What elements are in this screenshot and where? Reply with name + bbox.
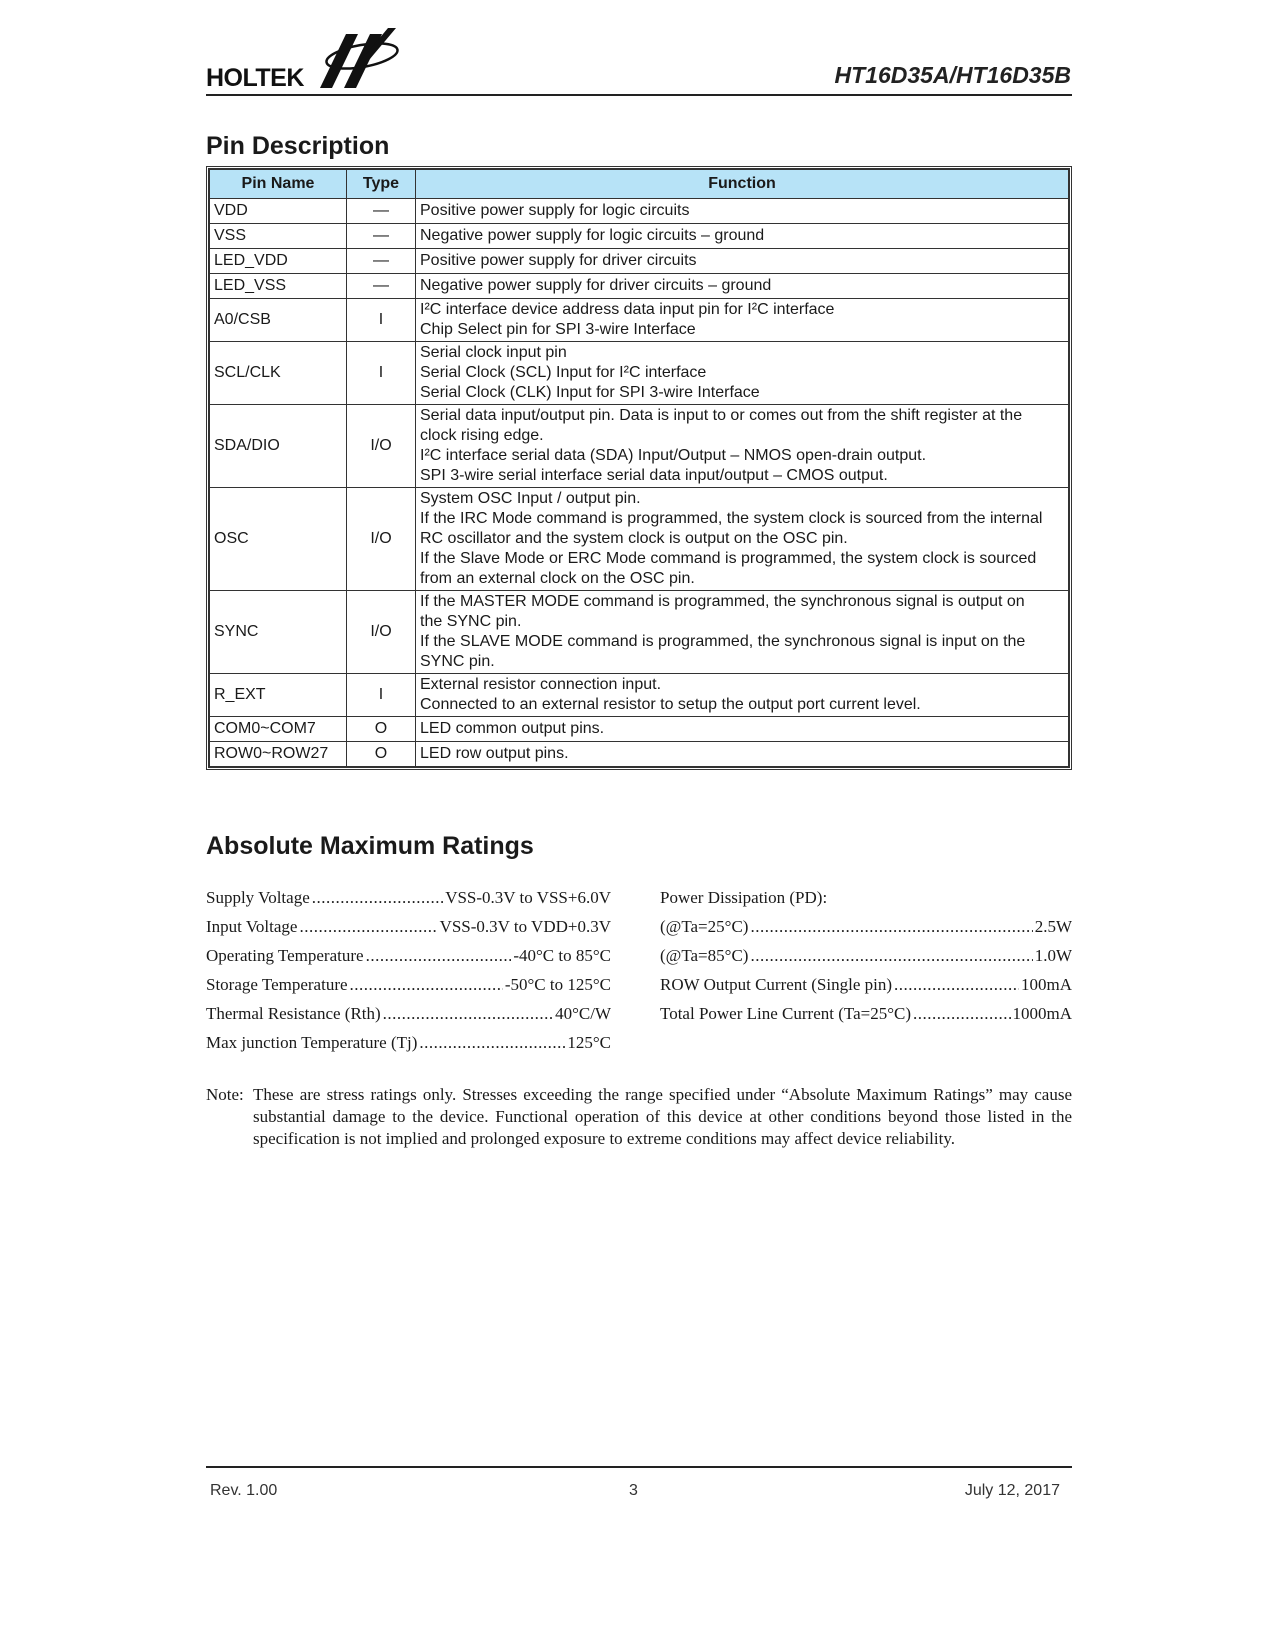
column-header-type: Type	[347, 170, 416, 199]
dot-leader	[312, 888, 443, 908]
rating-label: (@Ta=25°C)	[660, 917, 749, 936]
dot-leader	[894, 975, 1019, 995]
rating-label: Input Voltage	[206, 917, 298, 936]
function-line: If the Slave Mode or ERC Mode command is programmed, the system clock is sourced	[420, 550, 1037, 567]
rating-label: (@Ta=85°C)	[660, 946, 749, 965]
pin-function-cell	[416, 717, 1069, 742]
pin-type-cell: I	[347, 342, 416, 405]
dot-leader	[750, 946, 1032, 966]
table-row	[210, 405, 1069, 488]
rating-value: 1.0W	[1034, 946, 1072, 965]
table-row	[210, 274, 1069, 299]
rating-value: 1000mA	[1012, 1004, 1072, 1023]
dot-leader	[366, 946, 512, 966]
pin-type-cell: —	[347, 199, 416, 224]
pin-type-cell: I/O	[347, 591, 416, 674]
function-line: Chip Select pin for SPI 3-wire Interface	[420, 321, 696, 338]
document-title: HT16D35A/HT16D35B	[834, 62, 1071, 88]
pin-type-cell: I	[347, 674, 416, 717]
pin-name-cell: R_EXT	[210, 674, 347, 717]
rating-label: Operating Temperature	[206, 946, 364, 965]
function-line: LED row output pins.	[420, 745, 569, 762]
pin-function-cell	[416, 249, 1069, 274]
function-line: If the SLAVE MODE command is programmed, the synchronous signal is input on the	[420, 633, 1026, 650]
pin-function-cell	[416, 299, 1069, 342]
rating-row	[660, 917, 1072, 946]
pin-name-cell: A0/CSB	[210, 299, 347, 342]
function-line: the SYNC pin.	[420, 613, 522, 630]
rating-row	[660, 975, 1072, 1004]
rating-row	[660, 946, 1072, 975]
table-row	[210, 299, 1069, 342]
rating-label: Max junction Temperature (Tj)	[206, 1033, 418, 1052]
pin-description-heading: Pin Description	[206, 132, 390, 160]
column-header-pin-name: Pin Name	[210, 170, 347, 199]
pin-description-table	[206, 166, 1072, 770]
pin-function-cell	[416, 342, 1069, 405]
function-line: Connected to an external resistor to setup the output port current level.	[420, 696, 921, 713]
table-row	[210, 342, 1069, 405]
rating-value: VSS-0.3V to VDD+0.3V	[439, 917, 611, 936]
pin-type-cell: —	[347, 224, 416, 249]
rating-row	[660, 1004, 1072, 1033]
function-line: System OSC Input / output pin.	[420, 490, 641, 507]
dot-leader	[913, 1004, 1011, 1024]
pin-type-cell: O	[347, 717, 416, 742]
rating-row	[206, 1033, 611, 1062]
pin-name-cell: SYNC	[210, 591, 347, 674]
rating-row	[206, 1004, 611, 1033]
pin-function-cell	[416, 742, 1069, 767]
footer-page-number: 3	[629, 1482, 638, 1499]
rating-row	[660, 888, 1072, 917]
rating-label: Power Dissipation (PD):	[660, 888, 828, 907]
rating-label: ROW Output Current (Single pin)	[660, 975, 892, 994]
pin-name-cell: LED_VSS	[210, 274, 347, 299]
function-line: clock rising edge.	[420, 427, 544, 444]
table-header-row	[210, 170, 1069, 199]
pin-type-cell: I	[347, 299, 416, 342]
function-line: I²C interface serial data (SDA) Input/Output – NMOS open-drain output.	[420, 447, 927, 464]
table-row	[210, 674, 1069, 717]
note-label: Note:	[206, 1085, 244, 1104]
function-line: SYNC pin.	[420, 653, 495, 670]
pin-type-cell: O	[347, 742, 416, 767]
pin-function-cell	[416, 674, 1069, 717]
dot-leader	[383, 1004, 553, 1024]
function-line: I²C interface device address data input pin for I²C interface	[420, 301, 835, 318]
table-row	[210, 717, 1069, 742]
table-row	[210, 224, 1069, 249]
pin-name-cell: SDA/DIO	[210, 405, 347, 488]
function-line: External resistor connection input.	[420, 676, 662, 693]
function-line: SPI 3-wire serial interface serial data input/output – CMOS output.	[420, 467, 888, 484]
pin-name-cell: VDD	[210, 199, 347, 224]
rating-label: Storage Temperature	[206, 975, 348, 994]
rating-value: -40°C to 85°C	[513, 946, 611, 965]
pin-type-cell: I/O	[347, 405, 416, 488]
rating-value: 100mA	[1021, 975, 1072, 994]
pin-function-cell	[416, 405, 1069, 488]
pin-function-cell	[416, 224, 1069, 249]
table-row	[210, 249, 1069, 274]
rating-label: Supply Voltage	[206, 888, 310, 907]
function-line: from an external clock on the OSC pin.	[420, 570, 695, 587]
function-line: Serial Clock (CLK) Input for SPI 3-wire Interface	[420, 384, 760, 401]
rating-value: 125°C	[567, 1033, 611, 1052]
function-line: Negative power supply for logic circuits – ground	[420, 227, 765, 244]
table-row	[210, 742, 1069, 767]
function-line: Serial data input/output pin. Data is input to or comes out from the shift register at the	[420, 407, 1023, 424]
table-row	[210, 488, 1069, 591]
ratings-right-column	[660, 888, 1072, 1033]
pin-function-cell	[416, 274, 1069, 299]
function-line: If the IRC Mode command is programmed, the system clock is sourced from the internal	[420, 510, 1043, 527]
pin-name-cell: ROW0~ROW27	[210, 742, 347, 767]
rating-row	[206, 946, 611, 975]
footer-date: July 12, 2017	[964, 1482, 1060, 1499]
footer-divider	[206, 1466, 1072, 1468]
absolute-maximum-ratings-heading: Absolute Maximum Ratings	[206, 832, 534, 860]
rating-value: 2.5W	[1034, 917, 1072, 936]
logo-text: HOLTEK	[206, 64, 304, 92]
pin-type-cell: —	[347, 249, 416, 274]
pin-name-cell: COM0~COM7	[210, 717, 347, 742]
function-line: RC oscillator and the system clock is output on the OSC pin.	[420, 530, 848, 547]
footer-revision: Rev. 1.00	[210, 1482, 278, 1499]
pin-function-cell	[416, 488, 1069, 591]
dot-leader	[419, 1033, 565, 1053]
rating-row	[206, 917, 611, 946]
note-text: These are stress ratings only. Stresses exceeding the range specified under “Absolute Maximum Ratings” may cause substantial damage to the device. Functional operation of this device at other conditions beyond those listed in the specification is not implied and prolonged exposure to extreme conditions may affect device reliability.	[253, 1085, 1072, 1148]
pin-function-cell	[416, 591, 1069, 674]
table-row	[210, 199, 1069, 224]
column-header-function: Function	[416, 170, 1069, 199]
ratings-left-column	[206, 888, 611, 1062]
rating-row	[206, 888, 611, 917]
function-line: LED common output pins.	[420, 720, 605, 737]
rating-value: VSS-0.3V to VSS+6.0V	[445, 888, 611, 907]
function-line: Serial Clock (SCL) Input for I²C interface	[420, 364, 707, 381]
ratings-note	[206, 1084, 1072, 1150]
dot-leader	[299, 917, 437, 937]
rating-label: Total Power Line Current (Ta=25°C)	[660, 1004, 911, 1023]
pin-name-cell: LED_VDD	[210, 249, 347, 274]
dot-leader	[750, 917, 1032, 937]
function-line: Negative power supply for driver circuits – ground	[420, 277, 772, 294]
function-line: Positive power supply for logic circuits	[420, 202, 690, 219]
rating-value: 40°C/W	[555, 1004, 611, 1023]
pin-name-cell: SCL/CLK	[210, 342, 347, 405]
function-line: If the MASTER MODE command is programmed, the synchronous signal is output on	[420, 593, 1025, 610]
pin-name-cell: VSS	[210, 224, 347, 249]
header-divider	[206, 94, 1072, 96]
pin-type-cell: —	[347, 274, 416, 299]
pin-type-cell: I/O	[347, 488, 416, 591]
pin-name-cell: OSC	[210, 488, 347, 591]
rating-label: Thermal Resistance (Rth)	[206, 1004, 381, 1023]
table-row	[210, 591, 1069, 674]
function-line: Positive power supply for driver circuits	[420, 252, 697, 269]
rating-value: -50°C to 125°C	[504, 975, 611, 994]
holtek-logo-mark-icon	[318, 26, 402, 92]
function-line: Serial clock input pin	[420, 344, 567, 361]
holtek-logo	[206, 26, 406, 98]
pin-function-cell	[416, 199, 1069, 224]
dot-leader	[350, 975, 503, 995]
rating-row	[206, 975, 611, 1004]
